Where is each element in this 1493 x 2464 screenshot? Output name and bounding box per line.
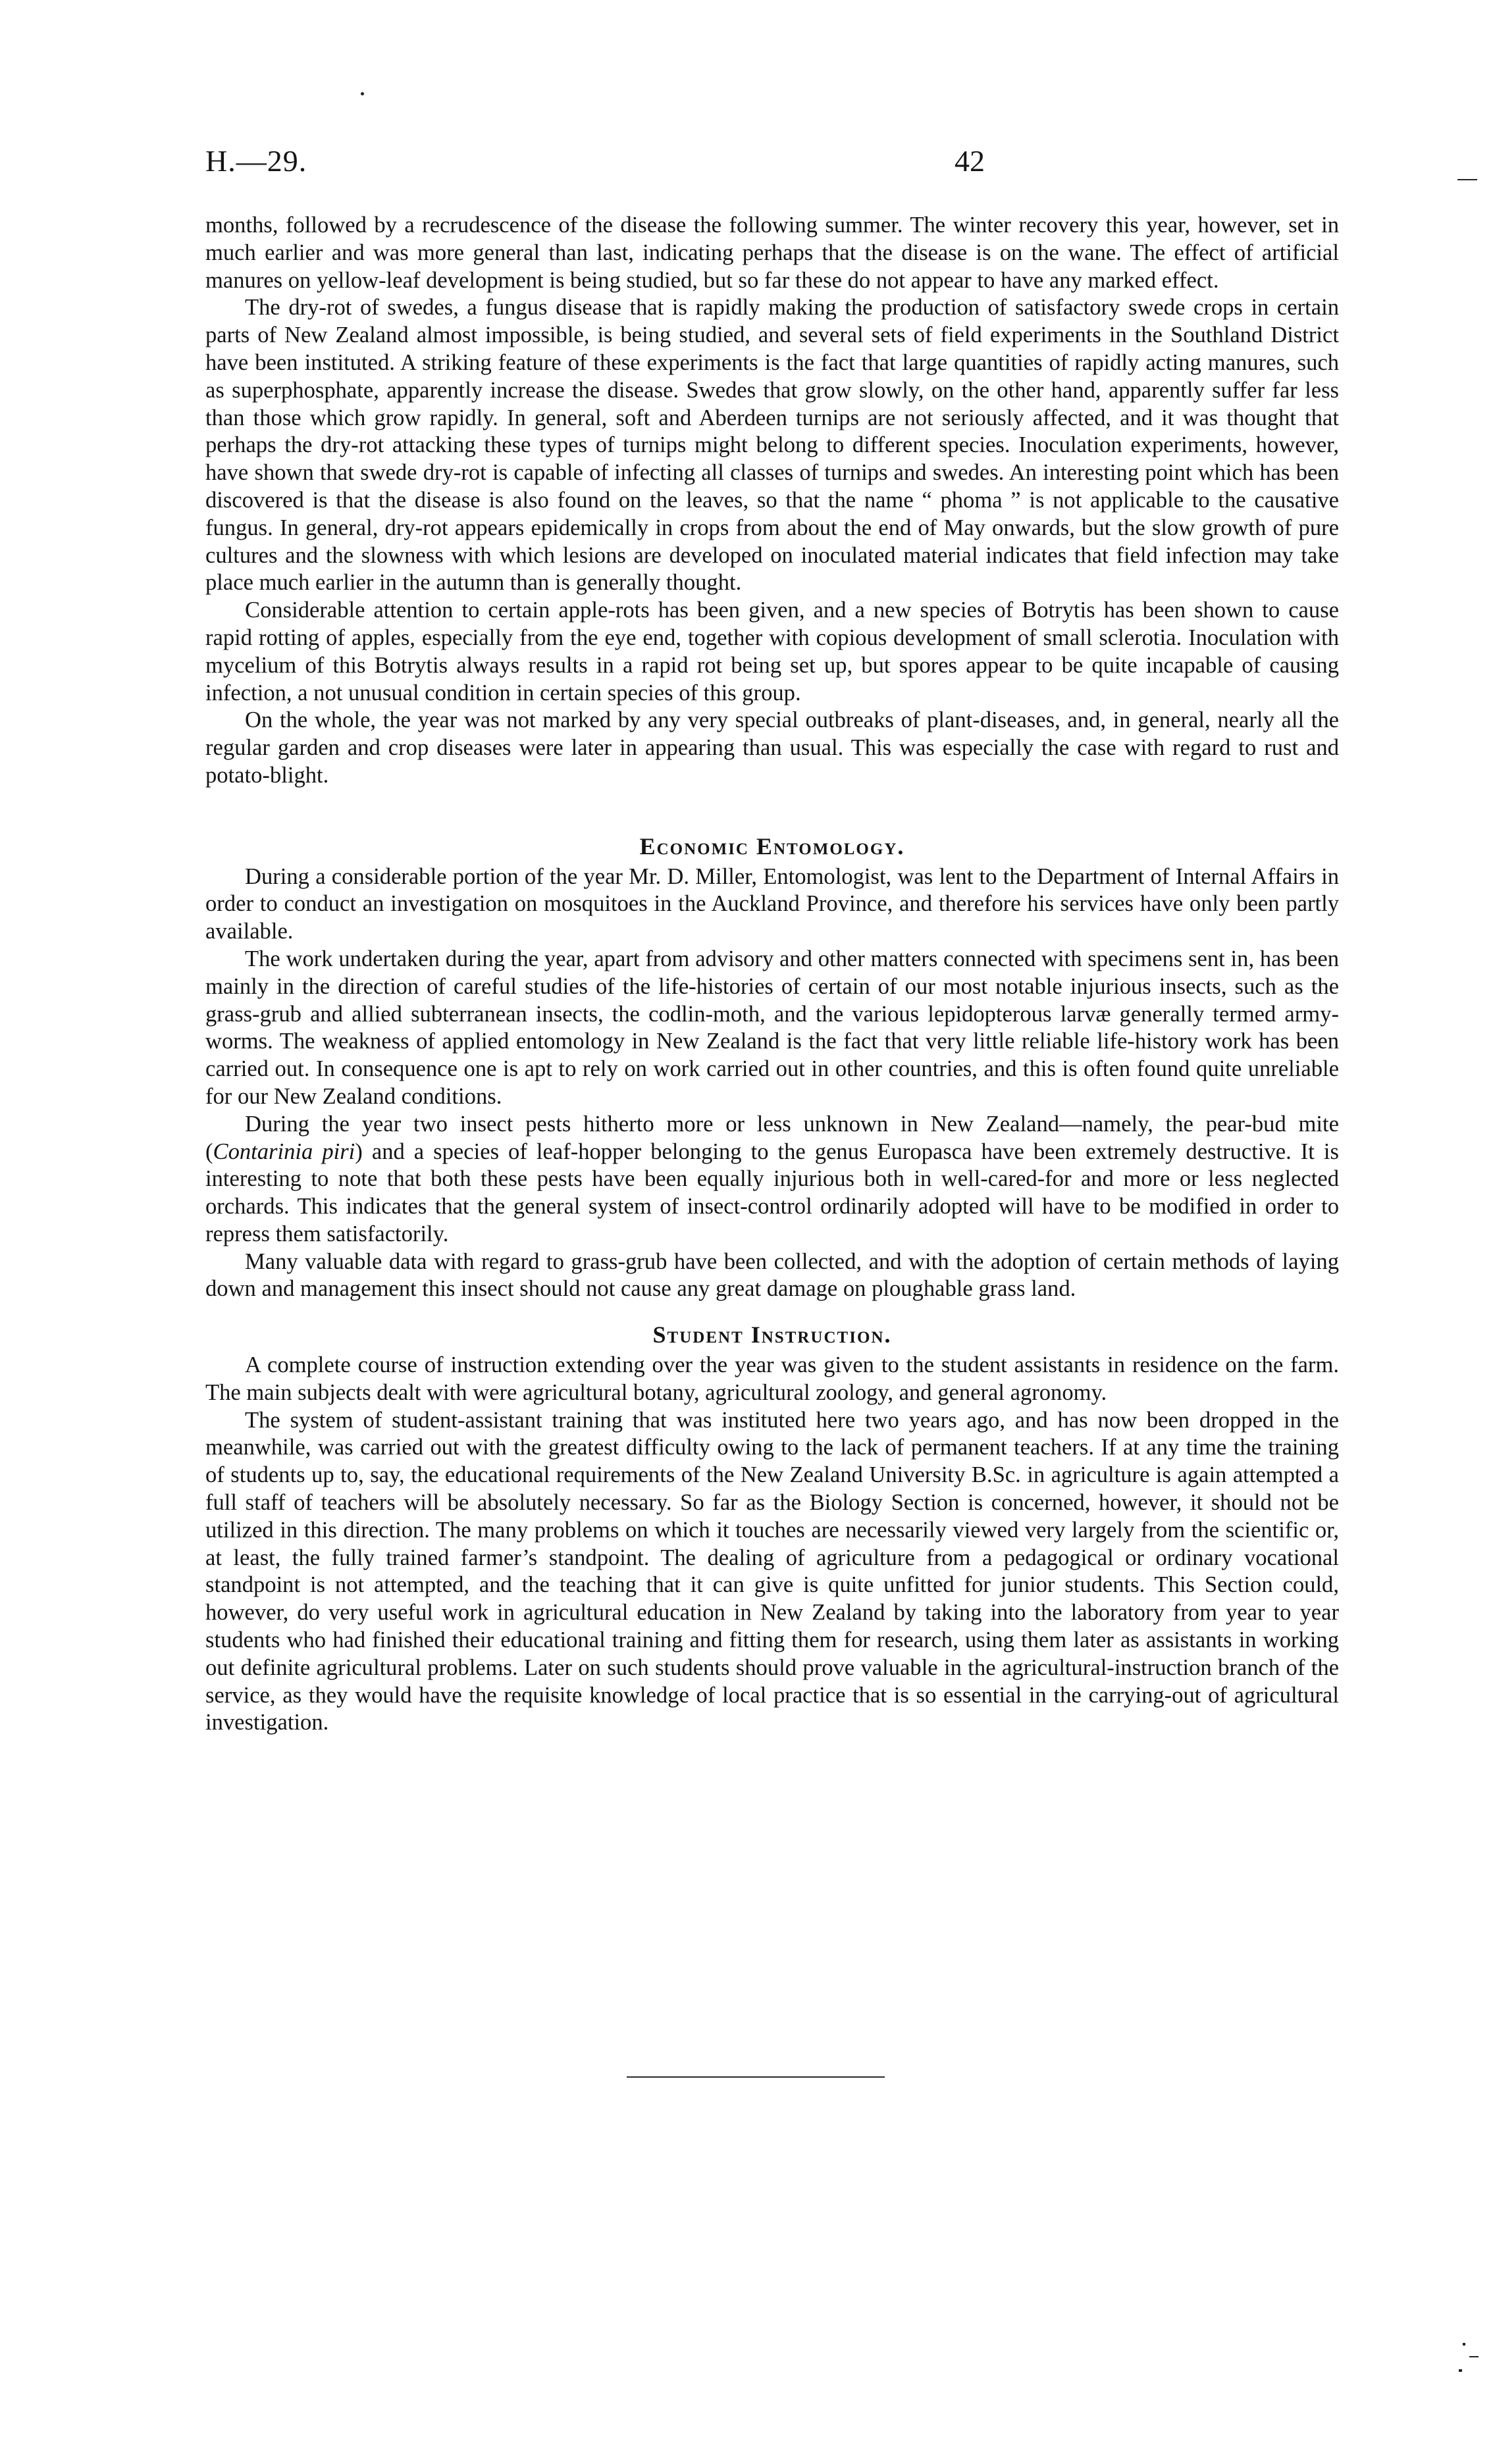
- paragraph: The work undertaken during the year, apart from advisory and other matters connected with specimens sent in, has been mainly in the direction of careful studies of the life-histories of certain of our most notable injurious insects, such as the grass-grub and allied subterranean insects, the codlin-moth, and the various lepidopterous larvæ generally termed army-worms. The weakness of applied entomology in New Zealand is the fact that very little reliable life-history work has been carried out. In consequence one is apt to rely on work carried out in other countries, and this is often found quite unreliable for our New Zealand conditions.: [205, 946, 1339, 1109]
- paragraph: Many valuable data with regard to grass-grub have been collected, and with the adoption of certain methods of laying down and management this insect should not cause any great damage on ploughable grass land.: [205, 1248, 1339, 1302]
- paragraph: [205, 1111, 1339, 1248]
- document-reference: H.—29.: [205, 144, 307, 178]
- page-number: 42: [955, 144, 985, 178]
- scan-speck: [1457, 179, 1477, 180]
- paragraph: Considerable attention to certain apple-rots has been given, and a new species of Botrytis has been shown to cause rapid rotting of apples, especially from the eye end, together with copious development of small sclerotia. Inoculation with mycelium of this Botrytis always results in a rapid rot being set up, but spores appear to be quite incapable of causing infection, a not unusual condition in certain species of this group.: [205, 598, 1339, 706]
- paragraph-text: During the year two insect pests hitherto more or less unknown in New Zealand—namely, the pear-bud mite (: [205, 1111, 1339, 1164]
- scan-speck: [1459, 2369, 1462, 2372]
- page-header: [205, 143, 1338, 190]
- paragraph: The dry-rot of swedes, a fungus disease that is rapidly making the production of satisfactory swede crops in certain parts of New Zealand almost impossible, is being studied, and several sets of field experiments in the Southland District have been instituted. A striking feature of these experiments is the fact that large quantities of rapidly acting manures, such as superphosphate, apparently increase the disease. Swedes that grow slowly, on the other hand, apparently suffer far less than those which grow rapidly. In general, soft and Aberdeen turnips are not seriously affected, and it was thought that perhaps the dry-rot attacking these types of turnips might belong to different species. Inoculation experiments, however, have shown that swede dry-rot is capable of infecting all classes of turnips and swedes. An interesting point which has been discovered is that the disease is also found on the leaves, so that the name “ phoma ” is not applicable to the causative fungus. In general, dry-rot appears epidemically in crops from about the end of May onwards, but the slow growth of pure cultures and the slowness with which lesions are developed on inoculated material indicates that field infection may take place much earlier in the autumn than is generally thought.: [205, 295, 1339, 596]
- paragraph-text: ) and a species of leaf-hopper belonging to the genus Europasca have been extremely destructive. It is interesting to note that both these pests have been equally injurious both in well-cared-for and more or less neglected orchards. This indicates that the general system of insect-control ordinarily adopted will have to be modified in order to repress them satisfactorily.: [205, 1139, 1339, 1246]
- scan-speck: [361, 92, 364, 95]
- section-heading-student-instruction: Student Instruction.: [652, 1322, 892, 1348]
- paragraph: During a considerable portion of the year Mr. D. Miller, Entomologist, was lent to the Department of Internal Affairs in order to conduct an investigation on mosquitoes in the Auckland Province, and therefore his services have only been partly available.: [205, 863, 1339, 944]
- document-body: [205, 212, 1339, 1737]
- paragraph: A complete course of instruction extending over the year was given to the student assistants in residence on the farm. The main subjects dealt with were agricultural botany, agricultural zoology, and general agronomy.: [205, 1352, 1339, 1405]
- paragraph: The system of student-assistant training that was instituted here two years ago, and has now been dropped in the meanwhile, was carried out with the greatest difficulty owing to the lack of permanent teachers. If at any time the training of students up to, say, the educational requirements of the New Zealand University B.Sc. in agriculture is again attempted a full staff of teachers will be absolutely necessary. So far as the Biology Section is concerned, however, it should not be utilized in this direction. The many problems on which it touches are necessarily viewed very largely from the scientific or, at least, the fully trained farmer’s standpoint. The dealing of agriculture from a pedagogical or ordinary vocational standpoint is not attempted, and the teaching that it can give is quite unfitted for junior students. This Section could, however, do very useful work in agricultural education in New Zealand by taking into the laboratory from year to year students who had finished their educational training and fitting them for research, using them later as assistants in working out definite agricultural problems. Later on such students should prove valuable in the agricultural-instruction branch of the service, as they would have the requisite knowledge of local practice that is so essential in the carrying-out of agricultural investigation.: [205, 1407, 1339, 1735]
- section-heading-economic-entomology: Economic Entomology.: [639, 833, 905, 860]
- scan-speck: [1463, 2343, 1465, 2346]
- scan-speck: [1469, 2356, 1479, 2357]
- species-name: Contarinia piri: [213, 1139, 355, 1164]
- end-rule: [627, 2076, 885, 2078]
- paragraph: months, followed by a recrudescence of the disease the following summer. The winter recovery this year, however, set in much earlier and was more general than last, indicating perhaps that the disease is on the wane. The effect of artificial manures on yellow-leaf development is being studied, but so far these do not appear to have any marked effect.: [205, 213, 1339, 293]
- paragraph: On the whole, the year was not marked by any very special outbreaks of plant-diseases, and, in general, nearly all the regular garden and crop diseases were later in appearing than usual. This was especially the case with regard to rust and potato-blight.: [205, 707, 1339, 788]
